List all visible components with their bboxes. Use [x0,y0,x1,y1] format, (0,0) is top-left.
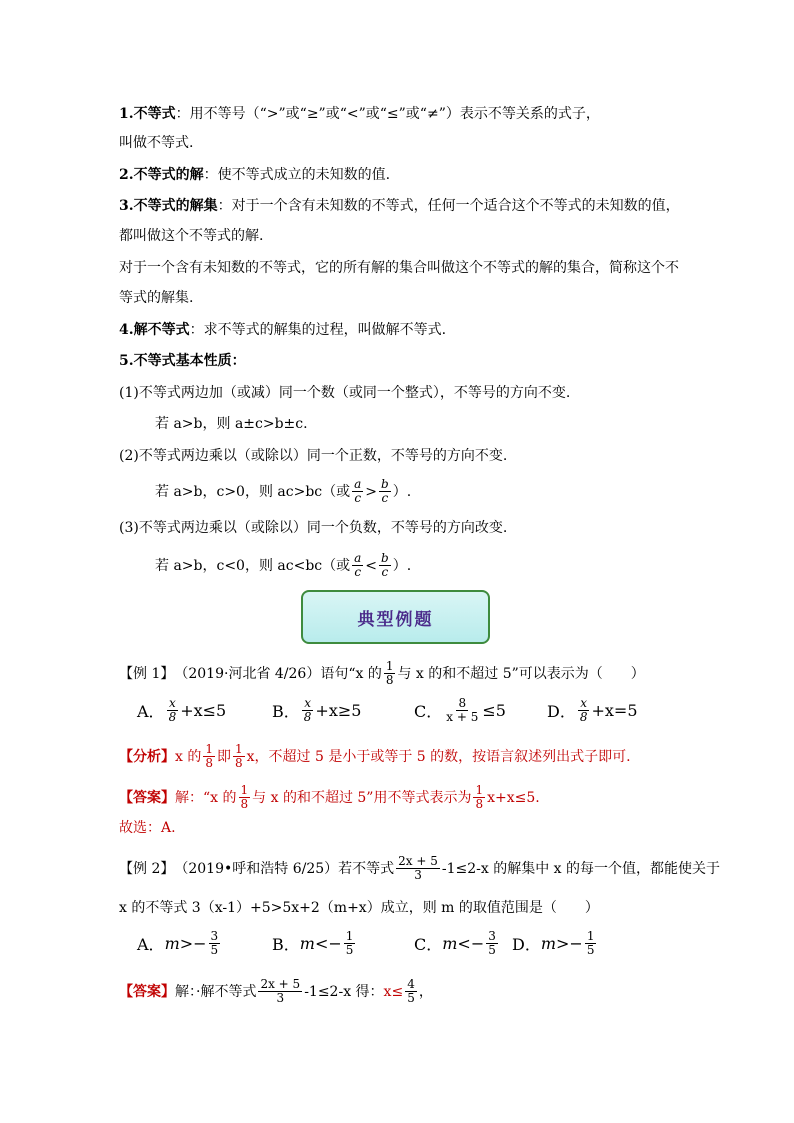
property-2: (2)不等式两边乘以（或除以）同一个正数，不等号的方向不变. [119,448,508,464]
fraction-2x-plus-5-over-3: $\frac{2x + 5}{3}$ [398,854,438,882]
example-2-option-b[interactable]: B． m<− $\frac{1}{5}$ [272,929,354,957]
fraction-a-over-c: $\frac{a}{c}$ [354,477,362,505]
property-1: (1)不等式两边加（或减）同一个数（或同一个整式），不等号的方向不变. [119,385,571,401]
def-3-para-cont: 等式的解集. [119,290,194,306]
example-close: ）. [392,483,412,500]
option-fraction: $\frac{x}{8}$ [303,696,312,724]
example-2-source: （2019•呼和浩特 6/25） [174,860,339,877]
example-1-option-d[interactable]: D． $\frac{x}{8}$ +x=5 [547,696,638,724]
example-close: ）. [392,557,412,574]
property-2-example [155,478,411,505]
fraction-one-eighth: $\frac{1}{8}$ [475,783,484,811]
def-1-line [119,104,600,124]
fraction-one-eighth: $\frac{1}{8}$ [205,742,213,770]
def-1-head: 1.不等式 [119,106,176,122]
def-3-line [119,196,680,216]
example-1-stem [119,660,645,687]
example-2-stem: 【例 2】 （2019•呼和浩特 6/25） 若不等式 $\frac{2x + 5}{3}$ -1≤2-x 的解集中 x 的每一个值，都能使关于 [119,854,721,882]
fraction-b-over-c: $\frac{b}{c}$ [381,551,389,579]
answer-tag: 【答案】 [119,983,175,1000]
def-3-text: ：对于一个含有未知数的不等式，任何一个适合这个不等式的未知数的值， [217,198,680,214]
def-2-line [119,165,390,185]
option-fraction: $\frac{8}{x + 5}$ [446,696,479,724]
def-3-cont: 都叫做这个不等式的解. [119,228,264,244]
example-1-option-a[interactable]: A． $\frac{x}{8}$ +x≤5 [137,696,227,724]
def-4-text: ：求不等式的解集的过程，叫做解不等式. [189,322,447,338]
example-2-option-a[interactable]: A． m>− $\frac{3}{5}$ [137,929,219,957]
option-fraction: $\frac{3}{5}$ [488,929,496,957]
option-fraction: $\frac{x}{8}$ [168,696,177,724]
example-1-stem-a: 语句“x 的 [320,665,382,682]
example-1-source: （2019·河北省 4/26） [174,665,321,682]
def-2-text: ：使不等式成立的未知数的值. [203,167,391,183]
example-2-option-c[interactable]: C． m<− $\frac{3}{5}$ [414,929,496,957]
example-2-option-d[interactable]: D． m>− $\frac{1}{5}$ [512,929,595,957]
example-1-answer: 【答案】 解：“x 的 $\frac{1}{8}$ 与 x 的和不超过 5”用不等式表示为 $\frac{1}{8}$ x+x≤5. [119,783,540,811]
property-3-example [155,552,411,579]
example-1-stem-b: 与 x 的和不超过 5”可以表示为（ ） [397,665,645,682]
fraction-four-fifths: $\frac{4}{5}$ [407,977,415,1005]
property-3: (3)不等式两边乘以（或除以）同一个负数，不等号的方向改变. [119,520,508,536]
example-1-analysis: 【分析】 x 的 $\frac{1}{8}$ 即 $\frac{1}{8}$ x，不超过 5 是小于或等于 5 的数，按语言叙述列出式子即可. [119,742,631,770]
typical-examples-banner [301,590,490,644]
def-3-para: 对于一个含有未知数的不等式，它的所有解的集合叫做这个不等式的解的集合，简称这个不 [119,260,679,276]
relation-less: < [365,557,378,574]
analysis-tag: 【分析】 [119,748,175,765]
property-2-example-text: 若 a>b，c>0，则 ac>bc（或 [155,483,351,500]
def-4-line [119,320,446,340]
example-2-tag: 【例 2】 [119,860,175,877]
option-fraction: $\frac{1}{5}$ [345,929,354,957]
option-fraction: $\frac{3}{5}$ [210,929,219,957]
example-1-tag: 【例 1】 [119,665,175,682]
def-3-head: 3.不等式的解集 [119,198,218,214]
fraction-a-over-c: $\frac{a}{c}$ [354,551,362,579]
fraction-one-eighth: $\frac{1}{8}$ [235,742,243,770]
property-1-example: 若 a>b，则 a±c>b±c. [155,416,308,432]
fraction-one-eighth: $\frac{1}{8}$ [240,783,249,811]
property-3-example-text: 若 a>b，c<0，则 ac<bc（或 [155,557,351,574]
def-2-head: 2.不等式的解 [119,167,204,183]
example-2-stem-cont: x 的不等式 3（x-1）+5>5x+2（m+x）成立，则 m 的取值范围是（ ） [119,900,599,916]
option-fraction: $\frac{x}{8}$ [579,696,588,724]
option-fraction: $\frac{1}{5}$ [586,929,595,957]
def-1-text: ：用不等号（“>”或“≥”或“<”或“≤”或“≠”）表示不等关系的式子， [175,106,600,122]
relation-greater: > [365,483,378,500]
example-1-option-c[interactable]: C． $\frac{8}{x + 5}$ ≤5 [414,696,506,724]
fraction-one-eighth: $\frac{1}{8}$ [385,659,394,687]
example-1-option-b[interactable]: B． $\frac{x}{8}$ +x≥5 [272,696,362,724]
example-2-answer: 【答案】 解：·解不等式 $\frac{2x + 5}{3}$ -1≤2-x 得： x≤ $\frac{4}{5}$ ， [119,977,433,1005]
answer-tag: 【答案】 [119,789,175,806]
fraction-2x-plus-5-over-3: $\frac{2x + 5}{3}$ [260,977,301,1005]
fraction-b-over-c: $\frac{b}{c}$ [381,477,389,505]
def-4-head: 4.解不等式 [119,322,190,338]
def-1-cont: 叫做不等式. [119,135,194,151]
def-5-head: 5.不等式基本性质： [119,353,246,369]
banner-label: 典型例题 [357,609,434,630]
example-1-choose: 故选：A. [119,820,176,836]
